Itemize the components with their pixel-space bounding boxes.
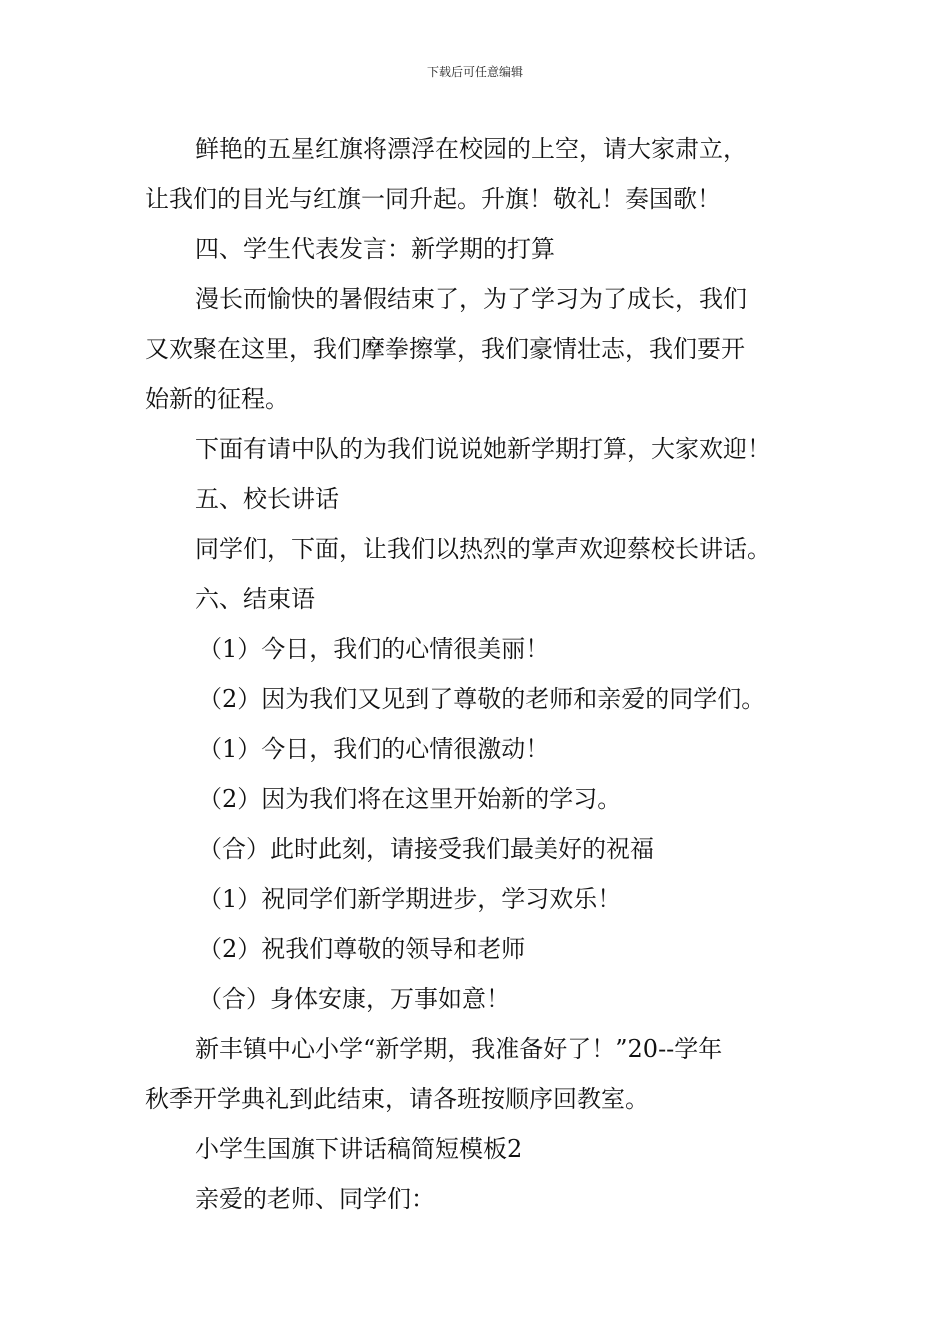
paragraph-line: 秋季开学典礼到此结束，请各班按顺序回教室。 xyxy=(145,1085,649,1113)
paragraph-line: 新丰镇中心小学“新学期，我准备好了！”20--学年 xyxy=(195,1035,723,1063)
dialogue-line: （2）因为我们又见到了尊敬的老师和亲爱的同学们。 xyxy=(198,685,766,713)
dialogue-line: （1）今日，我们的心情很激动！ xyxy=(198,735,550,763)
dialogue-line: （合）此时此刻，请接受我们最美好的祝福 xyxy=(198,835,654,863)
section-heading: 五、校长讲话 xyxy=(195,485,339,513)
dialogue-line: （2）祝我们尊敬的领导和老师 xyxy=(198,935,526,963)
paragraph-line: 始新的征程。 xyxy=(145,385,289,413)
dialogue-line: （2）因为我们将在这里开始新的学习。 xyxy=(198,785,622,813)
salutation: 亲爱的老师、同学们： xyxy=(195,1185,435,1213)
dialogue-line: （合）身体安康，万事如意！ xyxy=(198,985,510,1013)
dialogue-line: （1）祝同学们新学期进步，学习欢乐！ xyxy=(198,885,622,913)
document-title: 小学生国旗下讲话稿简短模板2 xyxy=(195,1135,523,1163)
paragraph-line: 鲜艳的五星红旗将漂浮在校园的上空，请大家肃立， xyxy=(195,135,747,163)
document-body xyxy=(145,124,810,1224)
paragraph-line: 又欢聚在这里，我们摩拳擦掌，我们豪情壮志，我们要开 xyxy=(145,335,745,363)
section-heading: 六、结束语 xyxy=(195,585,315,613)
dialogue-line: （1）今日，我们的心情很美丽！ xyxy=(198,635,550,663)
section-heading: 四、学生代表发言：新学期的打算 xyxy=(195,235,555,263)
paragraph-line: 下面有请中队的为我们说说她新学期打算，大家欢迎！ xyxy=(195,435,771,463)
paragraph-line: 漫长而愉快的暑假结束了，为了学习为了成长，我们 xyxy=(195,285,747,313)
paragraph-line: 同学们，下面，让我们以热烈的掌声欢迎蔡校长讲话。 xyxy=(195,535,771,563)
paragraph-line: 让我们的目光与红旗一同升起。升旗！敬礼！奏国歌！ xyxy=(145,185,721,213)
page-header: 下载后可任意编辑 xyxy=(426,65,523,79)
